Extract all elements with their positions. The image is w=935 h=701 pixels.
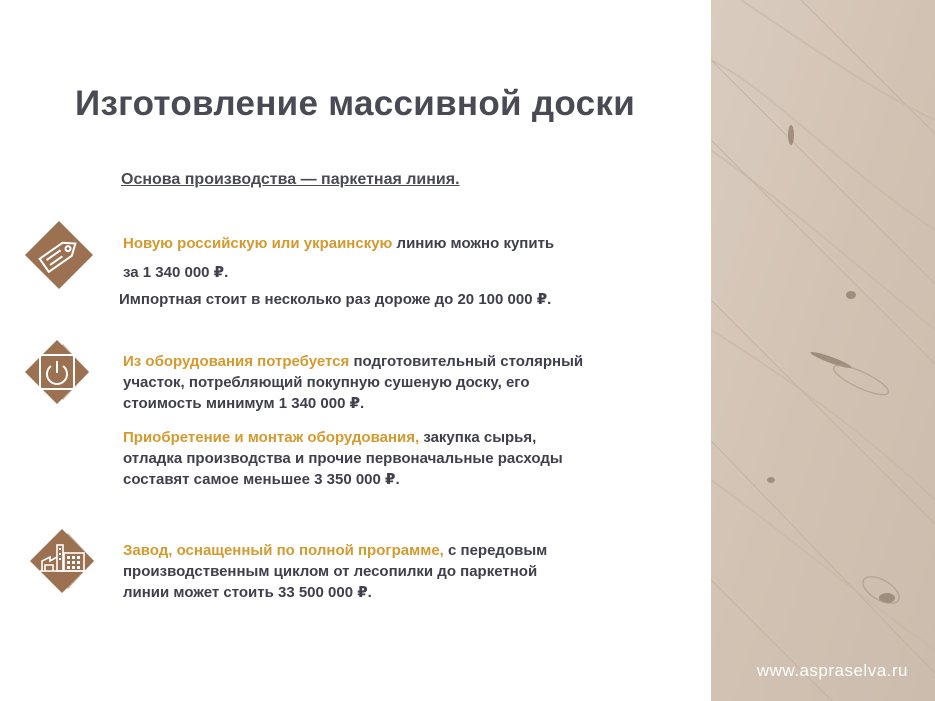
block1-line2: за 1 340 000 ₽.	[123, 264, 229, 281]
block2-line2: участок, потребляющий покупную сушеную доску, его	[123, 374, 530, 391]
block1-text-1: линию можно купить	[392, 235, 555, 252]
price-tag-icon	[25, 221, 93, 289]
block3-text	[123, 540, 547, 603]
block3-line3: линии может стоить 33 500 000 ₽.	[123, 584, 372, 601]
block2-part2	[123, 427, 563, 490]
page-title: Изготовление массивной доски	[75, 84, 636, 123]
block1-text	[123, 229, 554, 287]
block3-text1: с передовым	[443, 542, 548, 559]
block3-line2: производственным циклом от лесопилки до паркетной	[123, 563, 538, 580]
block3-accent: Завод, оснащенный по полной программе,	[123, 542, 444, 559]
block2-line5: отладка производства и прочие первоначальные расходы	[123, 450, 563, 467]
website-url[interactable]: www.aspraselva.ru	[756, 661, 908, 680]
block2-accent2: Приобретение и монтаж оборудования,	[123, 429, 420, 446]
block2-text4: закупка сырья,	[419, 429, 537, 446]
block1-accent: Новую российскую или украинскую	[123, 235, 393, 252]
power-button-icon	[23, 338, 91, 406]
block2-line3: стоимость минимум 1 340 000 ₽.	[123, 395, 365, 412]
block2-part1	[123, 351, 583, 414]
block2-accent: Из оборудования потребуется	[123, 353, 350, 370]
subtitle: Основа производства — паркетная линия.	[121, 171, 460, 188]
wood-texture-image	[711, 0, 935, 701]
block2-line6: составят самое меньшее 3 350 000 ₽.	[123, 471, 400, 488]
block2-text1: подготовительный столярный	[349, 353, 584, 370]
factory-icon	[28, 527, 96, 595]
block1-line3: Импортная стоит в несколько раз дороже до 20 100 000 ₽.	[119, 291, 552, 308]
